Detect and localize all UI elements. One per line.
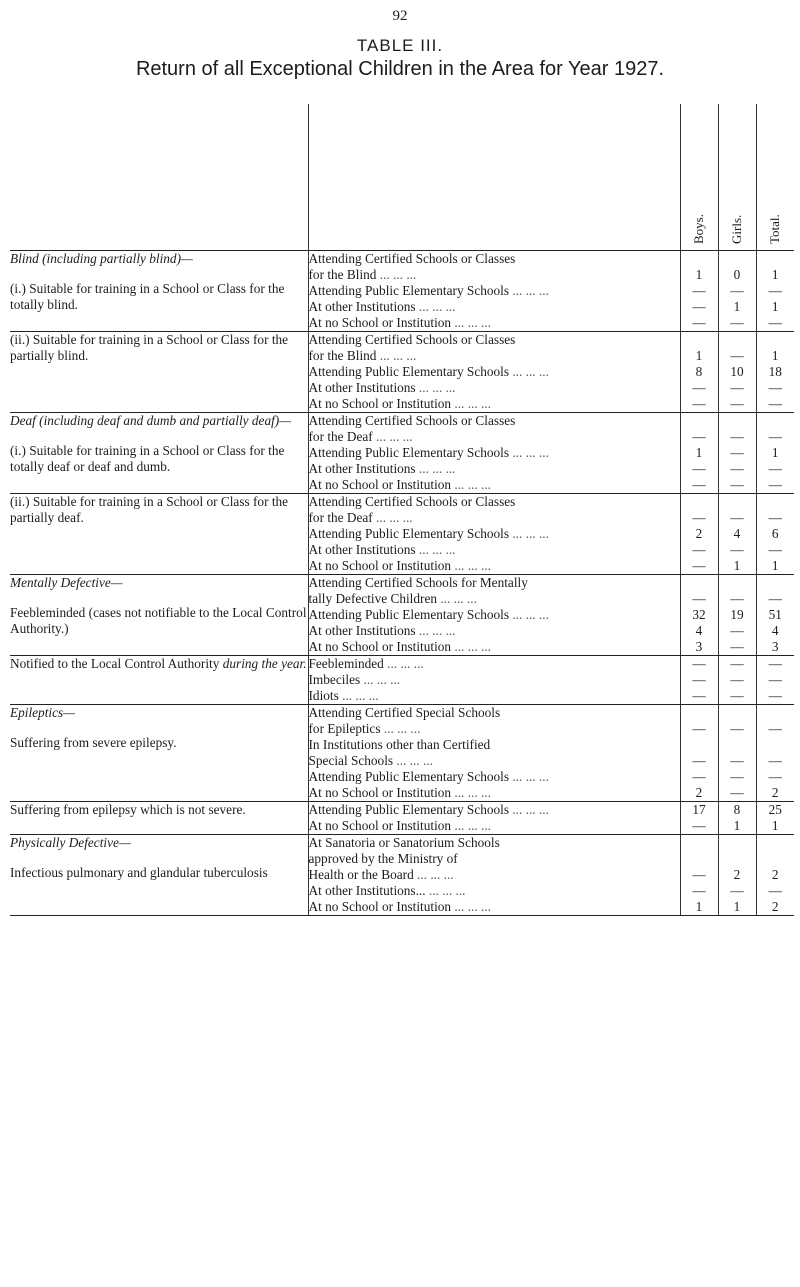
placement-line: At no School or Institution ... . [309,558,680,574]
total-cell [756,835,794,916]
page-number: 92 [392,8,408,24]
category-description: (i.) Suitable for training in a School or Class for the totally deaf or deaf and dumb. [10,443,285,474]
placement-line: Attending Certified Special Schools [308,705,501,720]
boys-cell [680,332,718,413]
girls-value: — [730,591,744,606]
girls-value: — [730,429,744,444]
category-description: Feebleminded (cases not notifiable to the Local Control Authority.) [10,605,307,636]
boys-value: 2 [695,526,703,541]
total-value: — [768,688,782,703]
boys-value: 1 [695,348,703,363]
girls-value: 1 [733,818,741,833]
category-description: Notified to the Local Control Authority [10,656,223,671]
placement-line: Health or the Board ... . [309,867,680,883]
total-value: — [768,510,782,525]
girls-cell [718,251,756,332]
placement-line: Feebleminded ... . [309,656,680,672]
category-paragraph [10,575,308,591]
category-description: Suffering from epilepsy which is not severe. [10,802,246,817]
placement-line: Attending Public Elementary Schools ... . [309,445,680,461]
total-value: — [768,591,782,606]
girls-cell [718,413,756,494]
girls-value: 4 [733,526,741,541]
girls-value: — [730,785,744,800]
total-cell [756,575,794,656]
placement-line: At other Institutions ... . [309,380,680,396]
placement-line: Attending Certified Schools or Classes [308,332,516,347]
boys-value: — [692,721,706,736]
total-value [757,575,795,591]
category-paragraph [10,413,308,429]
total-value: — [768,542,782,557]
total-value [757,494,795,510]
placement-cell [308,835,680,916]
table-row [10,413,794,494]
girls-value: — [730,883,744,898]
total-value: — [768,315,782,330]
table-row [10,251,794,332]
placement-line: for the Deaf ... . [309,510,680,526]
girls-cell [718,656,756,705]
boys-value: — [692,542,706,557]
total-value: 4 [771,623,779,638]
total-value [757,705,795,721]
boys-value: — [692,429,706,444]
boys-value: 2 [695,785,703,800]
boys-value: — [692,818,706,833]
boys-header-label: Boys. [691,214,706,244]
placement-line: tally Defective Children ... . [309,591,680,607]
category-cell [10,251,308,332]
girls-cell [718,575,756,656]
girls-value: — [730,315,744,330]
girls-value: — [730,656,744,671]
girls-column-header [718,104,756,251]
boys-value [681,251,718,267]
girls-value: — [730,348,744,363]
boys-value: — [692,477,706,492]
boys-value: 1 [695,899,703,914]
girls-value: — [730,445,744,460]
girls-value: 0 [733,267,741,282]
total-value [757,737,795,753]
placement-line: for Epileptics ... . [309,721,680,737]
boys-cell [680,575,718,656]
boys-value: — [692,753,706,768]
girls-value [719,737,756,753]
boys-value: — [692,672,706,687]
placement-line: At no School or Institution ... . [309,477,680,493]
girls-value: — [730,753,744,768]
boys-value [681,851,718,867]
boys-value: — [692,883,706,898]
girls-cell [718,835,756,916]
boys-value: 1 [695,445,703,460]
boys-value: 3 [695,639,703,654]
total-value: — [768,769,782,784]
category-description: Suffering from severe epilepsy. [10,735,177,750]
table-row [10,332,794,413]
girls-value: — [730,542,744,557]
table-body [10,251,794,916]
category-paragraph [10,251,308,267]
boys-value: — [692,283,706,298]
boys-value [681,737,718,753]
girls-value [719,332,756,348]
placement-line: At other Institutions ... . [309,542,680,558]
total-value [757,251,795,267]
category-heading: Mentally Defective— [10,575,123,590]
boys-cell [680,251,718,332]
total-value: 2 [771,867,779,882]
placement-cell [308,494,680,575]
girls-cell [718,802,756,835]
placement-line: At no School or Institution ... . [309,315,680,331]
placement-line: Attending Public Elementary Schools ... . [309,607,680,623]
total-value: 1 [771,445,779,460]
boys-value [681,705,718,721]
category-paragraph [10,735,308,751]
total-value [757,332,795,348]
boys-value: — [692,591,706,606]
boys-value [681,332,718,348]
table-row [10,802,794,835]
girls-value [719,575,756,591]
boys-cell [680,835,718,916]
category-cell [10,332,308,413]
boys-value: — [692,510,706,525]
boys-value: — [692,299,706,314]
placement-line: Attending Public Elementary Schools ... . [309,283,680,299]
category-description: (ii.) Suitable for training in a School or Class for the partially blind. [10,332,289,363]
boys-value: — [692,315,706,330]
girls-value [719,251,756,267]
table-row [10,705,794,802]
total-value: — [768,672,782,687]
girls-value: 2 [733,867,741,882]
boys-value: 17 [692,802,706,817]
girls-value: — [730,461,744,476]
girls-value: — [730,639,744,654]
placement-line: Special Schools ... . [309,753,680,769]
table-row [10,494,794,575]
girls-value: — [730,396,744,411]
boys-value: 32 [692,607,706,622]
category-heading: Epileptics— [10,705,75,720]
girls-value [719,835,756,851]
girls-value [719,851,756,867]
category-cell [10,705,308,802]
total-value [757,413,795,429]
category-description: (ii.) Suitable for training in a School or Class for the partially deaf. [10,494,289,525]
boys-cell [680,413,718,494]
girls-value: — [730,769,744,784]
placement-line: At no School or Institution ... . [309,818,680,834]
category-cell [10,494,308,575]
placement-line: Attending Certified Schools or Classes [308,251,516,266]
total-value: — [768,883,782,898]
category-heading: Physically Defective— [10,835,131,850]
girls-value: 19 [730,607,744,622]
boys-value: — [692,380,706,395]
placement-line: At no School or Institution ... . [309,785,680,801]
girls-cell [718,494,756,575]
total-value: 1 [771,348,779,363]
placement-cell [308,705,680,802]
boys-cell [680,802,718,835]
girls-cell [718,332,756,413]
girls-value: 10 [730,364,744,379]
total-value: 51 [768,607,782,622]
total-value: — [768,753,782,768]
boys-value: — [692,688,706,703]
category-paragraph [10,332,308,364]
girls-value: — [730,510,744,525]
table-row [10,575,794,656]
category-paragraph [10,705,308,721]
category-paragraph [10,494,308,526]
category-cell [10,802,308,835]
placement-line: Attending Public Elementary Schools ... . [309,364,680,380]
girls-value: 1 [733,299,741,314]
boys-value: 4 [695,623,703,638]
placement-line: At other Institutions... ... . [309,883,680,899]
girls-value: — [730,688,744,703]
boys-value [681,494,718,510]
total-value: — [768,380,782,395]
girls-value: — [730,721,744,736]
placement-column-header [308,104,680,251]
category-paragraph [10,656,308,672]
total-cell [756,656,794,705]
total-column-header [756,104,794,251]
placement-line: Attending Public Elementary Schools ... . [309,769,680,785]
total-cell [756,705,794,802]
total-value: — [768,656,782,671]
category-inline-italic: during the year. [222,656,307,671]
category-heading: Deaf (including deaf and dumb and partially deaf)— [10,413,292,428]
category-cell [10,575,308,656]
placement-line: At other Institutions ... . [309,623,680,639]
girls-value [719,413,756,429]
total-value: 1 [771,267,779,282]
category-description: Infectious pulmonary and glandular tuberculosis [10,865,268,880]
placement-line: for the Blind ... . [309,267,680,283]
category-paragraph [10,802,308,818]
girls-value: — [730,672,744,687]
total-value: — [768,429,782,444]
girls-value: — [730,623,744,638]
category-column-header [10,104,308,251]
boys-value: — [692,558,706,573]
total-cell [756,802,794,835]
placement-line: At no School or Institution ... . [309,396,680,412]
placement-line: At no School or Institution ... . [309,899,680,915]
boys-value: — [692,656,706,671]
girls-value [719,494,756,510]
table-row [10,656,794,705]
placement-line: for the Deaf ... . [309,429,680,445]
girls-cell [718,705,756,802]
boys-cell [680,656,718,705]
girls-value: — [730,283,744,298]
total-value: 1 [771,299,779,314]
category-cell [10,835,308,916]
boys-value: — [692,867,706,882]
total-value: — [768,721,782,736]
category-cell [10,656,308,705]
placement-cell [308,332,680,413]
placement-line: Imbeciles ... . [309,672,680,688]
placement-cell [308,656,680,705]
placement-cell [308,251,680,332]
boys-value [681,413,718,429]
boys-cell [680,494,718,575]
total-value: 3 [771,639,779,654]
table-header-row [10,104,794,251]
placement-cell [308,802,680,835]
boys-value [681,575,718,591]
table-subtitle: Return of all Exceptional Children in the Area for Year 1927. [135,58,665,80]
placement-line: At no School or Institution ... . [309,639,680,655]
boys-value: — [692,461,706,476]
category-paragraph [10,865,308,881]
exceptional-children-table [10,104,794,916]
girls-value: 1 [733,899,741,914]
placement-line: Attending Public Elementary Schools ... . [309,802,680,818]
boys-cell [680,705,718,802]
total-cell [756,251,794,332]
boys-value: 1 [695,267,703,282]
placement-line: Attending Public Elementary Schools ... . [309,526,680,542]
total-cell [756,332,794,413]
total-value: 1 [771,558,779,573]
girls-value: 1 [733,558,741,573]
placement-line: Attending Certified Schools or Classes [308,494,516,509]
boys-column-header [680,104,718,251]
girls-value: 8 [733,802,741,817]
placement-line: Attending Certified Schools or Classes [308,413,516,428]
girls-value: — [730,477,744,492]
placement-line: for the Blind ... . [309,348,680,364]
total-value: 2 [771,899,779,914]
total-value: 2 [771,785,779,800]
girls-value [719,705,756,721]
placement-line: At Sanatoria or Sanatorium Schools [308,835,500,850]
total-value: — [768,283,782,298]
girls-header-label: Girls. [729,214,744,244]
total-value: 25 [768,802,782,817]
placement-line: In Institutions other than Certified [308,737,491,752]
boys-value: 8 [695,364,703,379]
category-paragraph [10,443,308,475]
placement-cell [308,413,680,494]
boys-value [681,835,718,851]
category-cell [10,413,308,494]
total-value: — [768,477,782,492]
total-value: — [768,396,782,411]
total-header-label: Total. [767,214,783,244]
total-value [757,835,795,851]
total-value: — [768,461,782,476]
total-value: 1 [771,818,779,833]
placement-line: At other Institutions ... . [309,461,680,477]
total-cell [756,413,794,494]
placement-line: Idiots ... . [309,688,680,704]
category-paragraph [10,605,308,637]
total-cell [756,494,794,575]
category-paragraph [10,281,308,313]
placement-line: approved by the Ministry of [308,851,458,866]
total-value: 6 [771,526,779,541]
boys-value: — [692,396,706,411]
placement-line: Attending Certified Schools for Mentally [308,575,528,590]
category-description: (i.) Suitable for training in a School or Class for the totally blind. [10,281,285,312]
total-value [757,851,795,867]
table-row [10,835,794,916]
total-value: 18 [768,364,782,379]
category-paragraph [10,835,308,851]
girls-value: — [730,380,744,395]
placement-cell [308,575,680,656]
boys-value: — [692,769,706,784]
table-title: TABLE III. [356,36,444,55]
placement-line: At other Institutions ... . [309,299,680,315]
category-heading: Blind (including partially blind)— [10,251,193,266]
